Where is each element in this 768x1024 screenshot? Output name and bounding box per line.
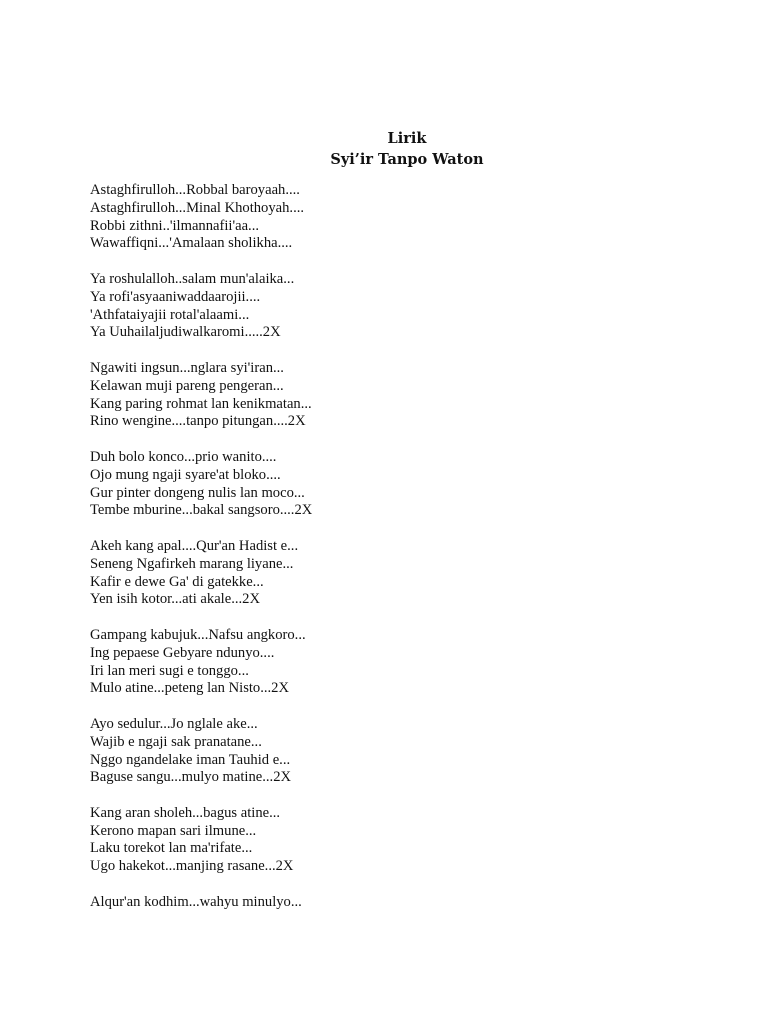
lyric-line: Gur pinter dongeng nulis lan moco...: [90, 484, 305, 501]
lyric-line: Ya roshulalloh..salam mun'alaika...: [90, 270, 295, 287]
lyric-line: Ugo hakekot...manjing rasane...2X: [90, 858, 294, 875]
title-block: [0, 128, 768, 170]
lyric-line: Nggo ngandelake iman Tauhid e...: [90, 751, 291, 768]
lyric-line: Kang paring rohmat lan kenikmatan...: [90, 395, 312, 412]
lyric-line: 'Athfataiyajii rotal'alaami...: [90, 306, 250, 323]
document-subtitle: Syi’ir Tanpo Waton: [330, 151, 484, 168]
stanza: [90, 449, 730, 520]
lyric-line: Iri lan meri sugi e tonggo...: [90, 662, 249, 679]
lyric-line: Ing pepaese Gebyare ndunyo....: [90, 644, 275, 661]
document-title: Lirik: [387, 130, 427, 147]
stanza: [90, 627, 730, 698]
lyric-line: Robbi zithni..'ilmannafii'aa...: [90, 217, 259, 234]
lyric-line: Alqur'an kodhim...wahyu minulyo...: [90, 893, 302, 910]
lyric-line: Tembe mburine...bakal sangsoro....2X: [90, 502, 313, 519]
lyric-line: Astaghfirulloh...Robbal baroyaah....: [90, 182, 300, 198]
lyric-line: Kelawan muji pareng pengeran...: [90, 377, 284, 394]
stanza: [90, 271, 730, 342]
lyric-line: Ya rofi'asyaaniwaddaarojii....: [90, 288, 261, 305]
lyric-line: Wajib e ngaji sak pranatane...: [90, 733, 262, 750]
lyric-line: Akeh kang apal....Qur'an Hadist e...: [90, 537, 299, 554]
lyric-line: Yen isih kotor...ati akale...2X: [90, 591, 260, 608]
lyrics-body: [90, 182, 730, 929]
stanza: [90, 538, 730, 609]
lyric-line: Kafir e dewe Ga' di gatekke...: [90, 573, 264, 590]
lyric-line: Duh bolo konco...prio wanito....: [90, 448, 277, 465]
lyric-line: Mulo atine...peteng lan Nisto...2X: [90, 680, 290, 697]
lyric-line: Wawaffiqni...'Amalaan sholikha....: [90, 235, 293, 252]
stanza: [90, 894, 730, 912]
lyric-line: Ya Uuhailaljudiwalkaromi.....2X: [90, 324, 281, 341]
lyric-line: Ngawiti ingsun...nglara syi'iran...: [90, 359, 284, 376]
stanza: [90, 182, 730, 253]
lyric-line: Ojo mung ngaji syare'at bloko....: [90, 466, 281, 483]
stanza: [90, 805, 730, 876]
lyric-line: Ayo sedulur...Jo nglale ake...: [90, 715, 258, 732]
lyric-line: Astaghfirulloh...Minal Khothoyah....: [90, 199, 305, 216]
lyric-line: Gampang kabujuk...Nafsu angkoro...: [90, 626, 306, 643]
lyric-line: Laku torekot lan ma'rifate...: [90, 840, 253, 857]
stanza: [90, 716, 730, 787]
lyric-line: Baguse sangu...mulyo matine...2X: [90, 769, 292, 786]
lyric-line: Kerono mapan sari ilmune...: [90, 822, 257, 839]
lyric-line: Rino wengine....tanpo pitungan....2X: [90, 413, 306, 430]
lyric-line: Seneng Ngafirkeh marang liyane...: [90, 555, 294, 572]
lyric-line: Kang aran sholeh...bagus atine...: [90, 804, 281, 821]
stanza: [90, 360, 730, 431]
